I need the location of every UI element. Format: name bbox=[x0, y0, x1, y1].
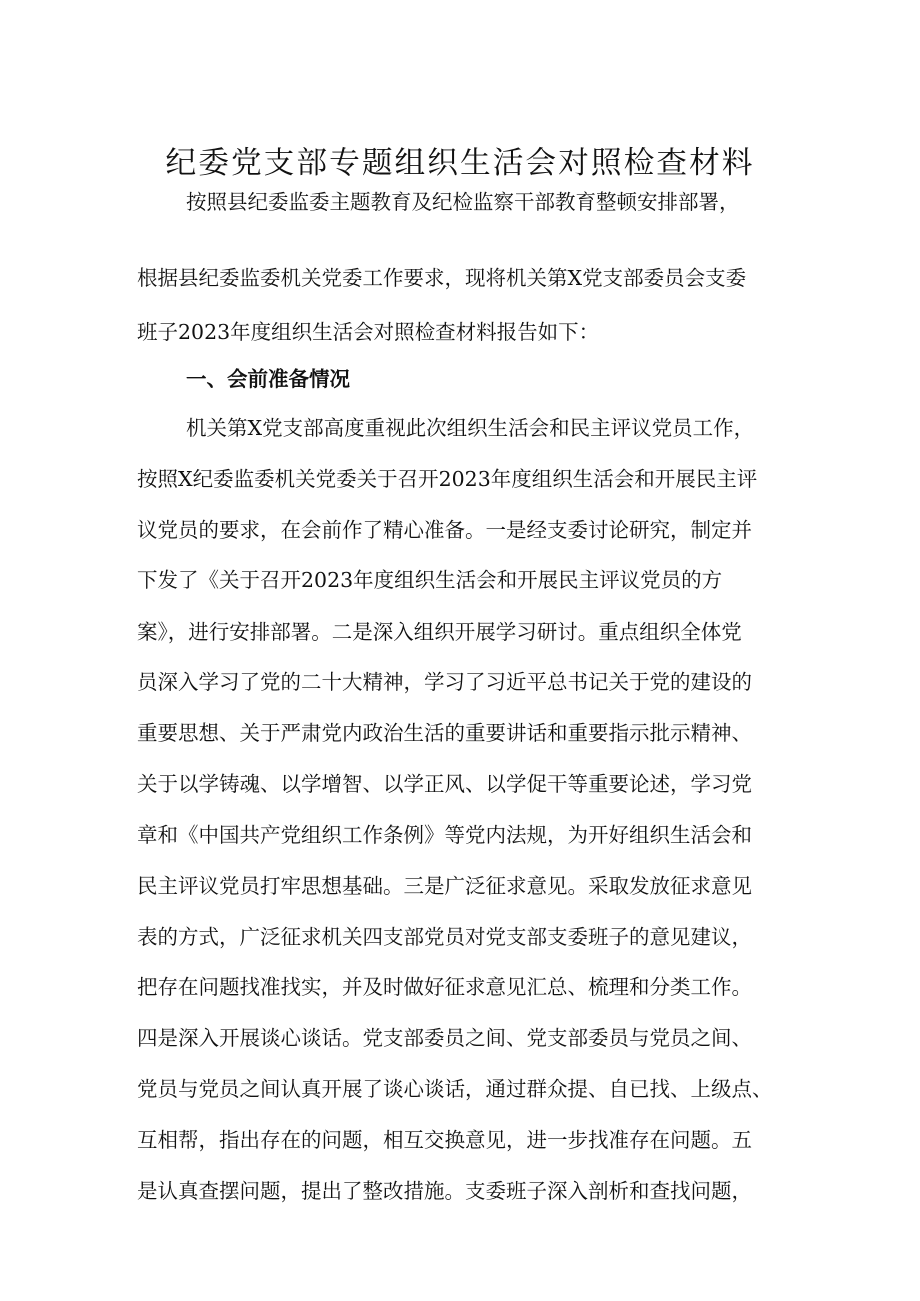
body-line-8: 关于以学铸魂、以学增智、以学正风、以学促干等重要论述，学习党 bbox=[137, 772, 752, 796]
body-line-11: 表的方式，广泛征求机关四支部党员对党支部支委班子的意见建议， bbox=[137, 925, 752, 949]
body-line-12: 把存在问题找准找实，并及时做好征求意见汇总、梳理和分类工作。 bbox=[137, 975, 752, 999]
body-line-6: 员深入学习了党的二十大精神，学习了习近平总书记关于党的建设的 bbox=[137, 670, 752, 694]
body-line-4: 下发了《关于召开2023年度组织生活会和开展民主评议党员的方 bbox=[137, 568, 723, 592]
document-title: 纪委党支部专题组织生活会对照检查材料 bbox=[165, 145, 755, 181]
body-line-1: 机关第X党支部高度重视此次组织生活会和民主评议党员工作， bbox=[186, 416, 755, 440]
intro-line-3: 班子2023年度组织生活会对照检查材料报告如下： bbox=[137, 320, 600, 344]
body-line-14: 党员与党员之间认真开展了谈心谈话，通过群众提、自已找、上级点、 bbox=[137, 1077, 773, 1101]
body-line-10: 民主评议党员打牢思想基础。三是广泛征求意见。采取发放征求意见 bbox=[137, 874, 752, 898]
body-line-2: 按照X纪委监委机关党委关于召开2023年度组织生活会和开展民主评 bbox=[137, 467, 758, 491]
section-heading: 一、会前准备情况 bbox=[186, 367, 350, 391]
body-line-13: 四是深入开展谈心谈话。党支部委员之间、党支部委员与党员之间、 bbox=[137, 1026, 752, 1050]
body-line-9: 章和《中国共产党组织工作条例》等党内法规，为开好组织生活会和 bbox=[137, 823, 752, 847]
intro-line-2: 根据县纪委监委机关党委工作要求，现将机关第X党支部委员会支委 bbox=[137, 266, 747, 290]
body-line-7: 重要思想、关于严肃党内政治生活的重要讲话和重要指示批示精神、 bbox=[137, 721, 752, 745]
body-line-3: 议党员的要求，在会前作了精心准备。一是经支委讨论研究，制定并 bbox=[137, 518, 752, 542]
body-line-16: 是认真查摆问题，提出了整改措施。支委班子深入剖析和查找问题， bbox=[137, 1179, 752, 1203]
body-line-15: 互相帮，指出存在的问题，相互交换意见，进一步找准存在问题。五 bbox=[137, 1128, 752, 1152]
body-line-5: 案》，进行安排部署。二是深入组织开展学习研讨。重点组织全体党 bbox=[137, 620, 742, 644]
intro-line-1: 按照县纪委监委主题教育及纪检监察干部教育整顿安排部署， bbox=[186, 190, 740, 214]
